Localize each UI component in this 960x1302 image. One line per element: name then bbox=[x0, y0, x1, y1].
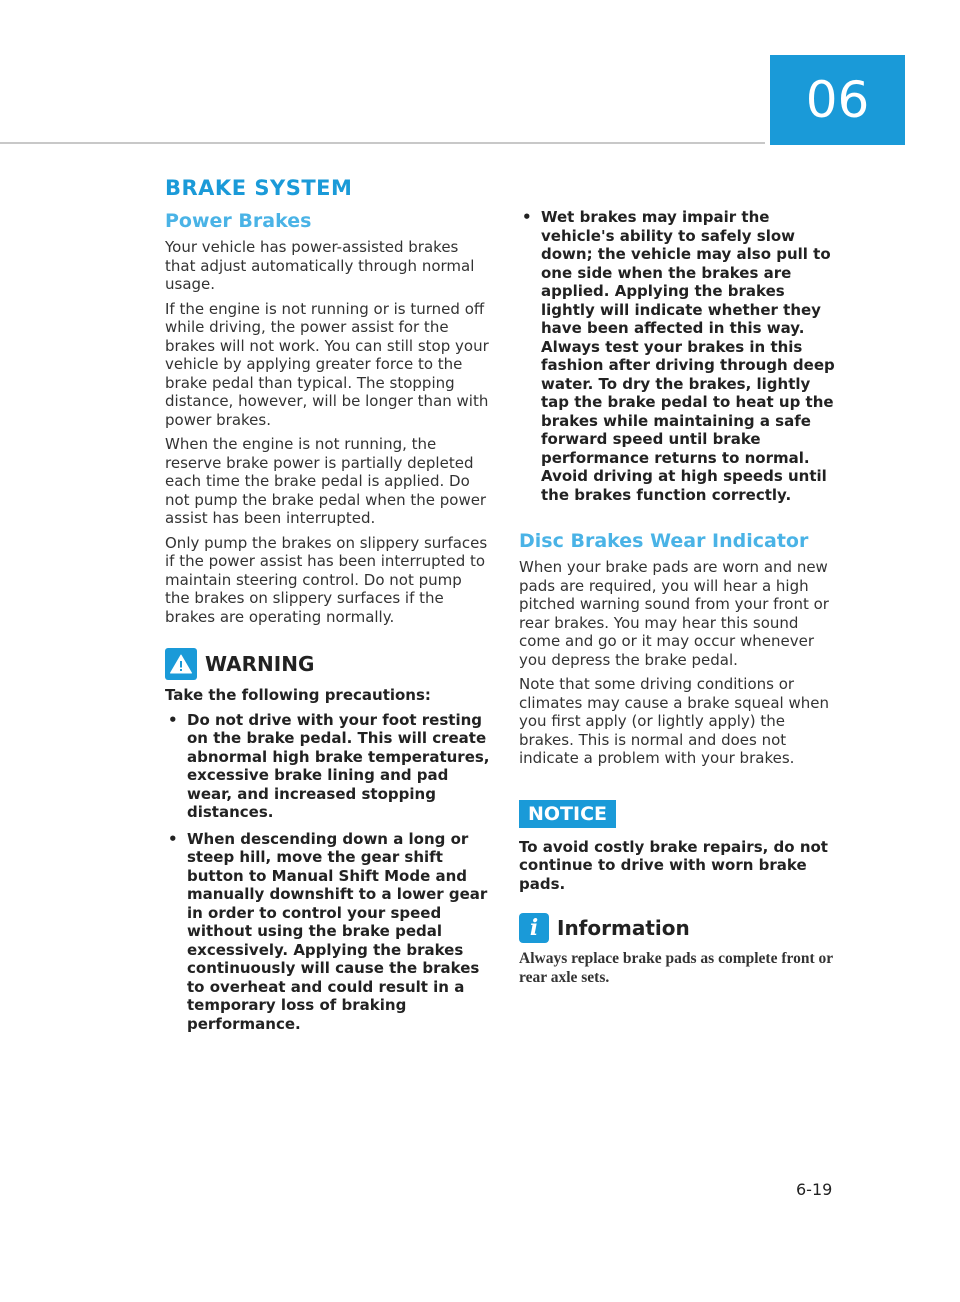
warning-list bbox=[165, 711, 490, 1034]
notice-badge: NOTICE bbox=[519, 800, 616, 828]
warning-label: WARNING bbox=[205, 652, 315, 676]
warning-header bbox=[165, 648, 490, 680]
information-header bbox=[519, 913, 841, 943]
power-brakes-paragraph: Your vehicle has power-assisted brakes that adjust automatically through normal usage. bbox=[165, 238, 475, 293]
power-brakes-paragraph: If the engine is not running or is turned off while driving, the power assist for the brakes will not work. You can still stop your vehicle by applying greater force to the brake pedal than typical. The stopping distance, however, will be longer than with power brakes. bbox=[165, 299, 489, 429]
chapter-tab: 06 bbox=[770, 55, 905, 145]
right-column bbox=[519, 208, 841, 987]
warning-triangle-icon bbox=[165, 648, 197, 680]
power-brakes-title: Power Brakes bbox=[165, 210, 312, 232]
list-item: • Do not drive with your foot resting on the brake pedal. This will create abnormal high brake temperatures, excessive brake lining and pad wear, and increased stopping distances. bbox=[168, 710, 490, 821]
power-brakes-paragraph: Only pump the brakes on slippery surfaces if the power assist has been interrupted to maintain steering control. Do not pump the brakes on slippery surfaces if the brakes are operating normally. bbox=[165, 533, 488, 626]
information-label: Information bbox=[557, 916, 690, 940]
list-item: • When descending down a long or steep hill, move the gear shift button to Manual Shift Mode and manually downshift to a lower gear in order to control your speed without using the brake pedal excessively. Applying the brakes continuously will cause the brakes to overheat and could result in a temporary loss of braking performance. bbox=[168, 829, 488, 1033]
disc-brakes-paragraph: Note that some driving conditions or climates may cause a brake squeal when you first apply (or lightly apply) the brakes. This is normal and does not indicate a problem with your brakes. bbox=[519, 675, 829, 767]
warning-intro: Take the following precautions: bbox=[165, 686, 431, 704]
power-brakes-paragraph: When the engine is not running, the reserve brake power is partially depleted each time the brake pedal is applied. Do not pump the brake pedal when the power assist has been interrupted. bbox=[165, 435, 487, 527]
notice-text: To avoid costly brake repairs, do not continue to drive with worn brake pads. bbox=[519, 837, 828, 893]
section-title: BRAKE SYSTEM bbox=[165, 176, 353, 200]
left-column bbox=[165, 176, 490, 1041]
info-icon: i bbox=[519, 913, 549, 943]
warning-list-continued bbox=[519, 208, 841, 504]
page-number: 6-19 bbox=[796, 1180, 833, 1199]
list-item: • Wet brakes may impair the vehicle's ability to safely slow down; the vehicle may also pull to one side when the brakes are applied. Applying the brakes lightly will indicate whether they have been affected in this way. Always test your brakes in this fashion after driving through deep water. To dry the brakes, lightly tap the brake pedal to heat up the brakes while maintaining a safe forward speed until brake performance returns to normal. Avoid driving at high speeds until the brakes function correctly. bbox=[522, 208, 835, 504]
disc-brakes-title: Disc Brakes Wear Indicator bbox=[519, 530, 809, 552]
header-rule bbox=[0, 142, 765, 144]
information-text: Always replace brake pads as complete front or rear axle sets. bbox=[519, 950, 833, 986]
disc-brakes-paragraph: When your brake pads are worn and new pads are required, you will hear a high pitched warning sound from your front or rear brakes. You may hear this sound come and go or it may occur whenever you depress the brake pedal. bbox=[519, 558, 829, 669]
